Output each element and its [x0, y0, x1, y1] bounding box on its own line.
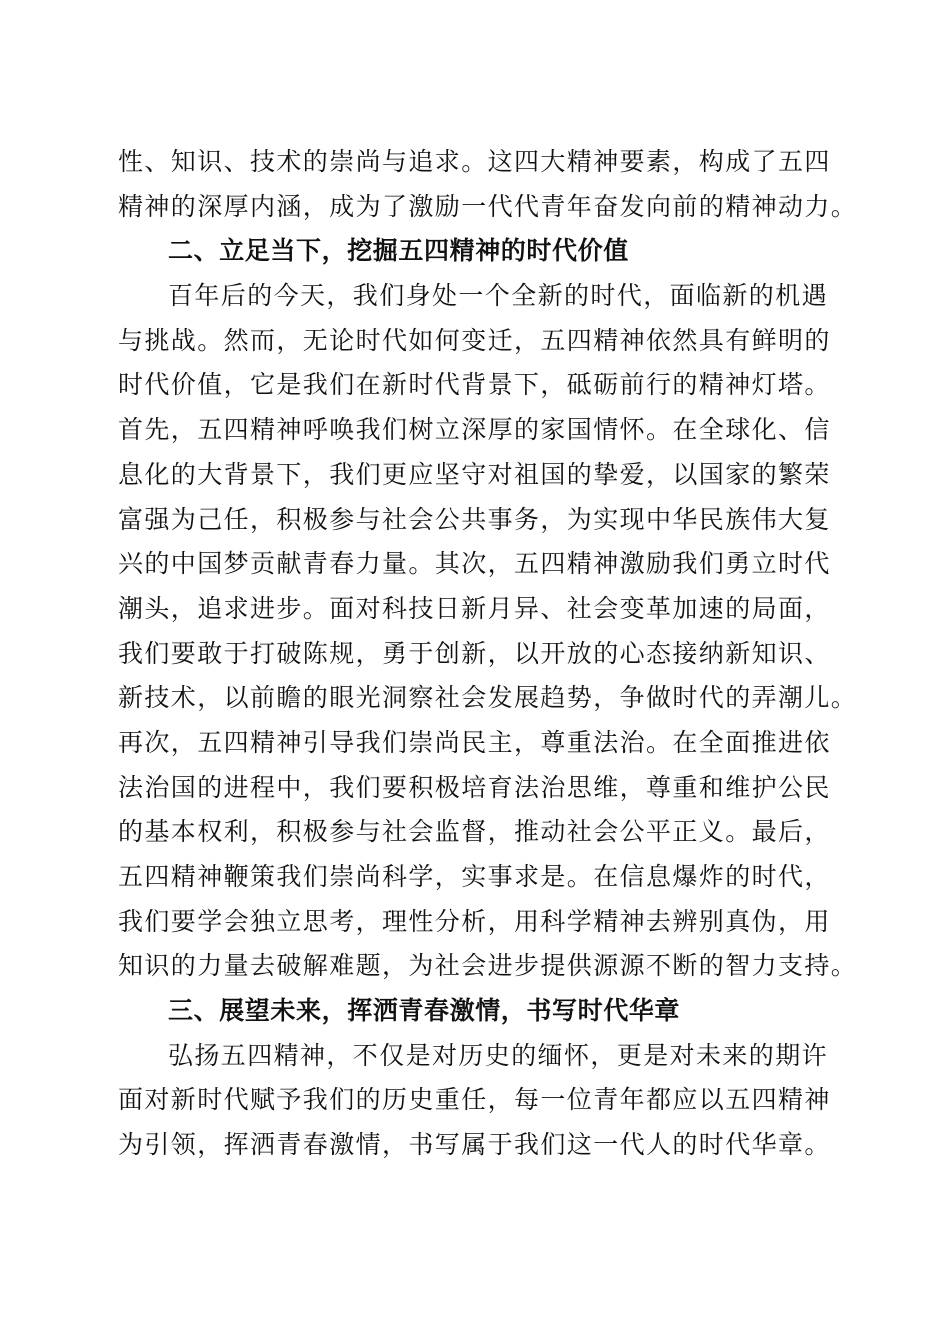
paragraph-3-line: 面对新时代赋予我们的历史重任，每一位青年都应以五四精神	[118, 1085, 831, 1115]
paragraph-2-line: 新技术，以前瞻的眼光洞察社会发展趋势，争做时代的弄潮儿。	[118, 683, 858, 713]
paragraph-2-line: 我们要敢于打破陈规，勇于创新，以开放的心态接纳新知识、	[118, 638, 831, 668]
paragraph-2-line: 与挑战。然而，无论时代如何变迁，五四精神依然具有鲜明的	[118, 325, 831, 355]
paragraph-2-line: 再次，五四精神引导我们崇尚民主，尊重法治。在全面推进依	[118, 727, 831, 757]
paragraph-2-line: 我们要学会独立思考，理性分析，用科学精神去辨别真伪，用	[118, 906, 831, 936]
section-heading-3: 三、展望未来，挥洒青春激情，书写时代华章	[168, 996, 681, 1026]
document-body	[118, 140, 858, 1168]
paragraph-1-line: 性、知识、技术的崇尚与追求。这四大精神要素，构成了五四	[118, 147, 831, 176]
paragraph-2-line: 百年后的今天，我们身处一个全新的时代，面临新的机遇	[168, 281, 829, 311]
paragraph-2-line: 的基本权利，积极参与社会监督，推动社会公平正义。最后，	[118, 817, 831, 847]
section-heading-2: 二、立足当下，挖掘五四精神的时代价值	[168, 236, 629, 266]
paragraph-2-line: 知识的力量去破解难题，为社会进步提供源源不断的智力支持。	[118, 951, 858, 981]
paragraph-2-line: 法治国的进程中，我们要积极培育法治思维，尊重和维护公民	[118, 772, 831, 802]
paragraph-2-line: 潮头，追求进步。面对科技日新月异、社会变革加速的局面，	[118, 593, 831, 623]
paragraph-2-line: 息化的大背景下，我们更应坚守对祖国的挚爱，以国家的繁荣	[118, 459, 831, 489]
paragraph-1	[118, 140, 858, 229]
paragraph-3-line: 弘扬五四精神，不仅是对历史的缅怀，更是对未来的期许	[168, 1040, 829, 1070]
paragraph-1-line: 精神的深厚内涵，成为了激励一代代青年奋发向前的精神动力。	[118, 191, 858, 221]
paragraph-2-line: 富强为己任，积极参与社会公共事务，为实现中华民族伟大复	[118, 504, 831, 534]
paragraph-2-line: 首先，五四精神呼唤我们树立深厚的家国情怀。在全球化、信	[118, 415, 831, 445]
paragraph-2	[118, 274, 858, 989]
paragraph-2-line: 时代价值，它是我们在新时代背景下，砥砺前行的精神灯塔。	[118, 370, 831, 400]
paragraph-2-line: 兴的中国梦贡献青春力量。其次，五四精神激励我们勇立时代	[118, 549, 831, 579]
paragraph-3	[118, 1034, 838, 1168]
paragraph-3-line: 为引领，挥洒青春激情，书写属于我们这一代人的时代华章。	[118, 1130, 831, 1160]
paragraph-2-line: 五四精神鞭策我们崇尚科学，实事求是。在信息爆炸的时代，	[118, 862, 831, 891]
